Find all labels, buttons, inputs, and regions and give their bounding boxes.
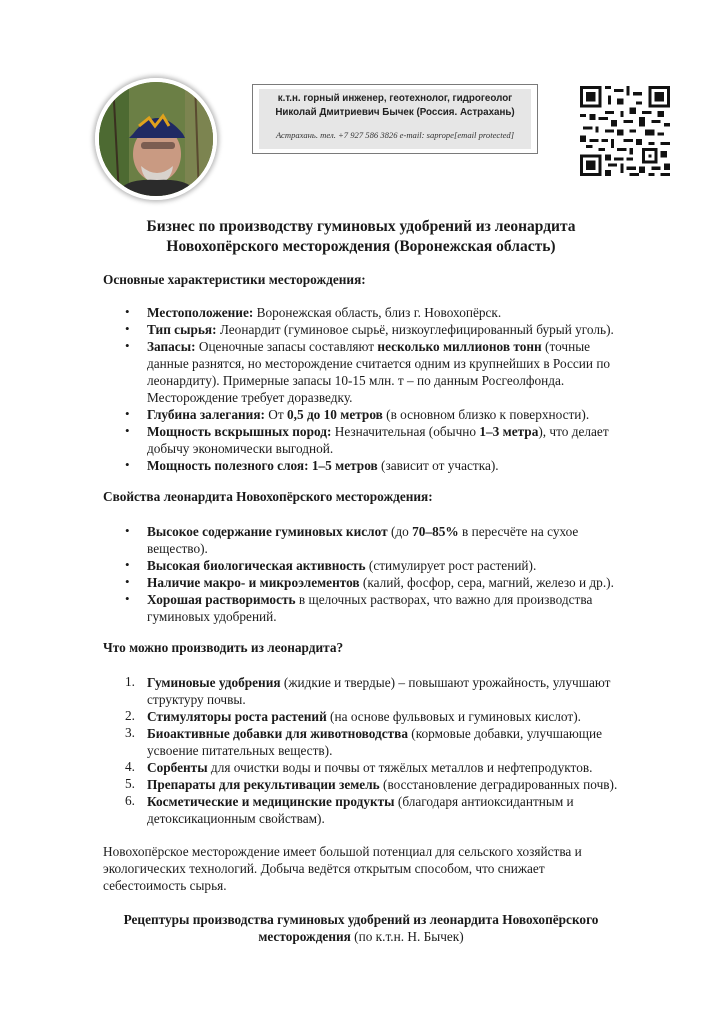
list-item-continuation: добычу экономически выгодной.	[147, 441, 334, 456]
recipes-heading-line2: месторождения (по к.т.н. Н. Бычек)	[258, 929, 464, 944]
list-item-continuation: вещество).	[147, 541, 208, 556]
list-item: Мощность вскрышных пород: Незначительная (обычно 1–3 метра), что делает	[147, 424, 609, 439]
list-number: 4.	[125, 759, 135, 774]
author-photo-icon	[95, 78, 217, 200]
section-heading-properties: Свойства леонардита Новохопёрского месторождения:	[103, 489, 433, 504]
qr-code-icon	[580, 86, 670, 176]
list-item: Гуминовые удобрения (жидкие и твердые) – повышают урожайность, улучшают	[147, 675, 611, 690]
list-number: 3.	[125, 725, 135, 740]
bullet-icon: •	[125, 574, 130, 589]
list-item-continuation: усвоение питательных веществ).	[147, 743, 333, 758]
list-item-continuation: структуру почвы.	[147, 692, 246, 707]
list-number: 1.	[125, 674, 135, 689]
section-heading-characteristics: Основные характеристики месторождения:	[103, 272, 366, 287]
list-item: Тип сырья: Леонардит (гуминовое сырьё, низкоуглефицированный бурый уголь).	[147, 322, 614, 337]
list-item-continuation: гуминовых удобрений.	[147, 609, 277, 624]
bullet-icon: •	[125, 557, 130, 572]
bullet-icon: •	[125, 321, 130, 336]
list-item: Местоположение: Воронежская область, близ г. Новохопёрск.	[147, 305, 502, 320]
paragraph-line: Новохопёрское месторождение имеет большой потенциал для сельского хозяйства и	[103, 844, 582, 859]
bullet-icon: •	[125, 457, 130, 472]
contact-name: Николай Дмитриевич Бычек (Россия. Астрахань)	[275, 107, 515, 118]
contact-card	[252, 84, 538, 154]
list-item: Косметические и медицинские продукты (благодаря антиоксидантным и	[147, 794, 574, 809]
list-number: 6.	[125, 793, 135, 808]
bullet-icon: •	[125, 591, 130, 606]
list-item: Хорошая растворимость в щелочных растворах, что важно для производства	[147, 592, 593, 607]
recipes-heading-line1: Рецептуры производства гуминовых удобрений из леонардита Новохопёрского	[123, 912, 599, 927]
contact-credentials: к.т.н. горный инженер, геотехнолог, гидрогеолог	[277, 93, 513, 104]
document-title-line2: Новохопёрского месторождения (Воронежская область)	[166, 238, 556, 255]
bullet-icon: •	[125, 338, 130, 353]
list-item-continuation: детоксикационным свойствам).	[147, 811, 325, 826]
list-item-continuation: Месторождение требует доразведку.	[147, 390, 353, 405]
list-item-continuation: данные разнятся, но месторождение считается одним из крупнейших в России по	[147, 356, 611, 371]
list-number: 2.	[125, 708, 135, 723]
list-item: Глубина залегания: От 0,5 до 10 метров (в основном близко к поверхности).	[147, 407, 590, 422]
list-item: Наличие макро- и микроэлементов (калий, фосфор, сера, магний, железо и др.).	[147, 575, 614, 590]
contact-card-background	[259, 89, 531, 149]
paragraph-line: экологических технологий. Добыча ведётся открытым способом, что снижает	[103, 861, 545, 876]
document-title-line1: Бизнес по производству гуминовых удобрений из леонардита	[146, 218, 576, 235]
paragraph-line: себестоимость сырья.	[103, 878, 227, 893]
list-item-continuation: леонардиту). Примерные запасы 10-15 млн. т – по данным Росгеолфонда.	[147, 373, 565, 388]
list-number: 5.	[125, 776, 135, 791]
list-item: Запасы: Оценочные запасы составляют несколько миллионов тонн (точные	[147, 339, 591, 354]
list-item: Сорбенты для очистки воды и почвы от тяжёлых металлов и нефтепродуктов.	[147, 760, 593, 775]
list-item: Высокая биологическая активность (стимулирует рост растений).	[147, 558, 537, 573]
bullet-icon: •	[125, 523, 130, 538]
bullet-icon: •	[125, 423, 130, 438]
bullet-icon: •	[125, 406, 130, 421]
list-item: Препараты для рекультивации земель (восстановление деградированных почв).	[147, 777, 618, 792]
section-heading-products: Что можно производить из леонардита?	[103, 640, 344, 655]
list-item: Биоактивные добавки для животноводства (кормовые добавки, улучшающие	[147, 726, 603, 741]
list-item: Мощность полезного слоя: 1–5 метров (зависит от участка).	[147, 458, 499, 473]
list-item: Стимуляторы роста растений (на основе фульвовых и гуминовых кислот).	[147, 709, 581, 724]
contact-phone-email: Астрахань. тел. +7 927 586 3826 e-mail: saprope[email protected]	[275, 130, 515, 140]
bullet-icon: •	[125, 304, 130, 319]
list-item: Высокое содержание гуминовых кислот (до 70–85% в пересчёте на сухое	[147, 524, 579, 539]
